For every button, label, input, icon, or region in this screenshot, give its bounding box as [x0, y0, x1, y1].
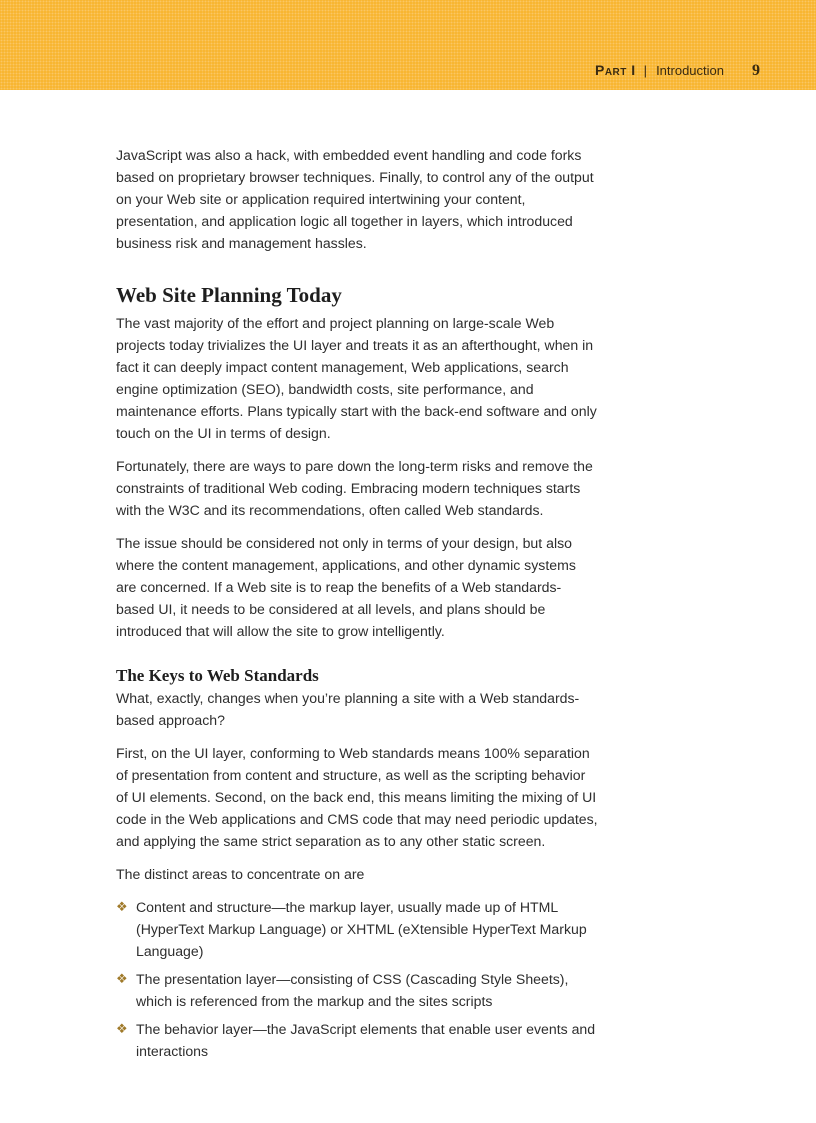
section-heading: Web Site Planning Today — [116, 283, 342, 307]
list-item — [116, 1018, 598, 1062]
part-label: Part I — [595, 62, 636, 78]
bullet-list — [116, 896, 598, 1062]
subsection-paragraph: What, exactly, changes when you’re planning a site with a Web standards-based approach? — [116, 690, 580, 728]
list-item — [116, 968, 598, 1012]
diamond-bullet-icon: ❖ — [116, 971, 128, 986]
list-item-text: The behavior layer—the JavaScript elements that enable user events and interactions — [136, 1021, 596, 1059]
subsection-heading: The Keys to Web Standards — [116, 666, 319, 685]
subsection-paragraph: First, on the UI layer, conforming to Web standards means 100% separation of presentation from content and structure, as well as the scripting behavior of UI elements. Second, on the back end, this means limiting the mixing of UI code in the Web applications and CMS code that may need periodic updates, and applying the same strict separation as to any other static screen. — [116, 745, 598, 849]
subsection-paragraph: The distinct areas to concentrate on are — [116, 866, 365, 882]
section-paragraph: The vast majority of the effort and project planning on large-scale Web projects today trivializes the UI layer and treats it as an afterthought, when in fact it can deeply impact content management, Web applications, search engine optimization (SEO), bandwidth costs, site performance, and maintenance efforts. Plans typically start with the back-end software and only touch on the UI in terms of design. — [116, 315, 597, 441]
header-band — [0, 0, 816, 90]
chapter-title: Introduction — [656, 63, 724, 78]
page-number: 9 — [752, 62, 760, 79]
list-item-text: The presentation layer—consisting of CSS (Cascading Style Sheets), which is referenced from the markup and the sites scripts — [136, 971, 569, 1009]
page-body — [116, 144, 598, 1068]
intro-paragraph: JavaScript was also a hack, with embedded event handling and code forks based on proprietary browser techniques. Finally, to control any of the output on your Web site or application required intertwining your content, presentation, and application logic all together in layers, which introduced business risk and management hassles. — [116, 147, 594, 251]
list-item — [116, 896, 598, 962]
list-item-text: Content and structure—the markup layer, usually made up of HTML (HyperText Markup Language) or XHTML (eXtensible HyperText Markup Language) — [136, 899, 587, 959]
section-paragraph: The issue should be considered not only in terms of your design, but also where the content management, applications, and other dynamic systems are concerned. If a Web site is to reap the benefits of a Web standards-based UI, it needs to be considered at all levels, and plans should be introduced that will allow the site to grow intelligently. — [116, 535, 576, 639]
diamond-bullet-icon: ❖ — [116, 1021, 128, 1036]
diamond-bullet-icon: ❖ — [116, 899, 128, 914]
section-paragraph: Fortunately, there are ways to pare down the long-term risks and remove the constraints of traditional Web coding. Embracing modern techniques starts with the W3C and its recommendations, often called Web standards. — [116, 458, 593, 518]
separator: | — [643, 63, 648, 78]
running-head — [595, 62, 760, 80]
